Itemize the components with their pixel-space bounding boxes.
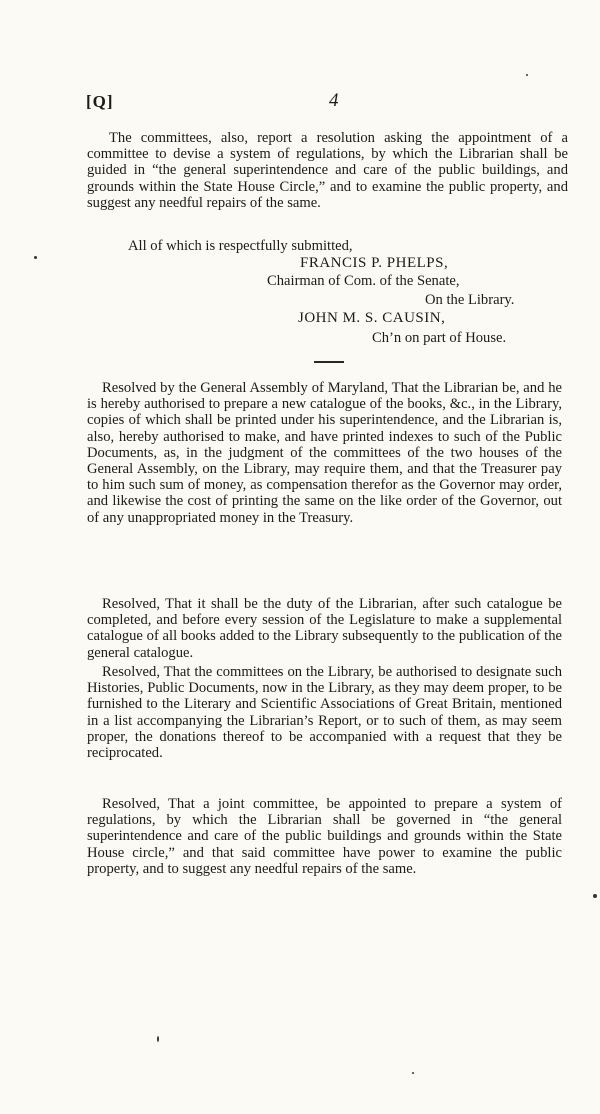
signatory-title-senate: Chairman of Com. of the Senate, [267,273,460,289]
signatory-title-library: On the Library. [425,292,515,308]
signature-mark: [Q] [86,92,114,111]
page-header [86,92,556,114]
signatory-title-house: Ch’n on part of House. [372,330,507,346]
signatory-name-causin: JOHN M. S. CAUSIN, [298,310,446,326]
ink-speck [593,894,597,898]
committee-report-paragraph: The committees, also, report a resolution asking the appointment of a committee to devise a system of regulations, by which the Librarian shall be guided in “the general superintendence and care of the public buildings, and grounds within the State House Circle,” and to examine the public property, and suggest any needful repairs of the same. [87,130,568,211]
ink-speck [412,1072,414,1074]
ink-speck [34,256,37,259]
resolution-supplemental-catalogue: Resolved, That it shall be the duty of the Librarian, after such catalogue be completed, and before every session of the Legislature to make a supplemental catalogue of all books added to the Library subsequently to the publication of the general catalogue. [87,596,562,661]
resolution-joint-committee: Resolved, That a joint committee, be appointed to prepare a system of regulations, by which the Librarian shall be governed in “the general superintendence and care of the public buildings and grounds within the State House circle,” and that said committee have power to examine the public property, and to suggest any needful repairs of the same. [87,796,562,877]
resolution-documents-exchange: Resolved, That the committees on the Library, be authorised to designate such Histories, Public Documents, now in the Library, as they may deem proper, to be furnished to the Literary and Scientific Associations of Great Britain, mentioned in a list accompanying the Librarian’s Report, or to such of them, as may seem proper, the donations thereof to be accompanied with a request that they be reciprocated. [87,664,562,762]
resolution-catalogue: Resolved by the General Assembly of Maryland, That the Librarian be, and he is hereby authorised to prepare a new catalogue of the books, &c., in the Library, copies of which shall be printed under his superintendence, and the Librarian is, also, hereby authorised to make, and have printed indexes to such of the Public Documents, as, in the judgment of the committees of the two houses of the General Assembly, on the Library, may require them, and that the Treasurer pay to him such sum of money, as compensation therefor as the Governor may order, and likewise the cost of printing the same on the like order of the Governor, out of any unappropriated money in the Treasury. [87,380,562,526]
signatory-name-phelps: FRANCIS P. PHELPS, [300,255,449,271]
closing-line: All of which is respectfully submitted, [128,238,353,254]
ink-speck [157,1036,159,1042]
section-divider [314,361,344,363]
ink-speck [526,74,528,76]
page-number: 4 [329,90,339,111]
